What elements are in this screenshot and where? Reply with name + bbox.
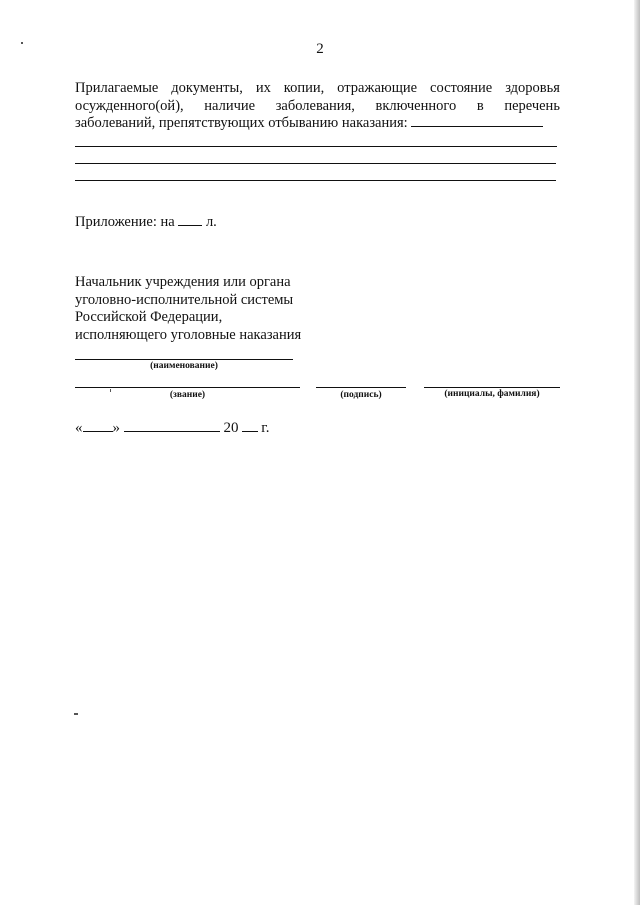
word: здоровья bbox=[505, 80, 560, 96]
scan-speck bbox=[110, 389, 111, 392]
day-blank[interactable] bbox=[83, 431, 113, 432]
scan-speck bbox=[74, 713, 78, 715]
blank-line-3[interactable] bbox=[75, 180, 556, 181]
initials-blank-line[interactable] bbox=[424, 387, 560, 388]
blank-line-2[interactable] bbox=[75, 163, 556, 164]
scan-speck bbox=[21, 42, 23, 44]
appendix-prefix: Приложение: на bbox=[75, 214, 175, 230]
rank-caption: (звание) bbox=[169, 390, 206, 400]
year-blank[interactable] bbox=[242, 431, 258, 432]
word: включенного bbox=[375, 97, 457, 114]
signer-line-3: Российской Федерации, bbox=[75, 309, 223, 325]
name-blank-line[interactable] bbox=[75, 359, 293, 360]
appendix-line bbox=[75, 214, 217, 231]
year-suffix: г. bbox=[261, 420, 270, 436]
word: осужденного(ой), bbox=[75, 97, 184, 114]
word: перечень bbox=[504, 97, 560, 114]
appendix-suffix: л. bbox=[205, 214, 217, 230]
rank-blank-line[interactable] bbox=[75, 387, 300, 388]
name-caption: (наименование) bbox=[150, 361, 218, 371]
word: заболевания, bbox=[275, 97, 355, 114]
date-line bbox=[75, 420, 269, 437]
word: отражающие bbox=[337, 80, 418, 96]
word: в bbox=[476, 97, 484, 114]
paragraph-line-3-text: заболеваний, препятствующих отбыванию наказания: bbox=[75, 115, 408, 131]
signature-blank-line[interactable] bbox=[316, 387, 406, 388]
paragraph-line-3 bbox=[75, 115, 560, 133]
month-blank[interactable] bbox=[124, 431, 220, 432]
page-number: 2 bbox=[316, 41, 324, 57]
signer-line-1: Начальник учреждения или органа bbox=[75, 274, 291, 290]
word: состояние bbox=[430, 80, 493, 96]
word: их bbox=[255, 80, 271, 96]
signer-line-4: исполняющего уголовные наказания bbox=[75, 326, 302, 343]
paragraph-line-2 bbox=[75, 98, 560, 116]
page-edge-shadow bbox=[634, 0, 640, 905]
date-close-quote: » bbox=[112, 420, 120, 436]
word: наличие bbox=[204, 97, 256, 114]
blank-line-1[interactable] bbox=[75, 146, 557, 147]
word: Прилагаемые bbox=[75, 80, 159, 96]
year-prefix: 20 bbox=[223, 420, 239, 436]
signer-line-2: уголовно-исполнительной системы bbox=[75, 291, 294, 308]
diseases-inline-blank[interactable] bbox=[411, 126, 543, 127]
paragraph-line-1 bbox=[75, 80, 560, 98]
attached-documents-paragraph bbox=[75, 80, 560, 133]
signer-title bbox=[75, 274, 301, 344]
date-open-quote: « bbox=[75, 420, 83, 436]
word: копии, bbox=[283, 80, 325, 96]
word: документы, bbox=[171, 80, 243, 96]
initials-caption: (инициалы, фамилия) bbox=[444, 389, 540, 399]
appendix-pages-blank[interactable] bbox=[178, 225, 202, 226]
signature-caption: (подпись) bbox=[340, 390, 382, 400]
